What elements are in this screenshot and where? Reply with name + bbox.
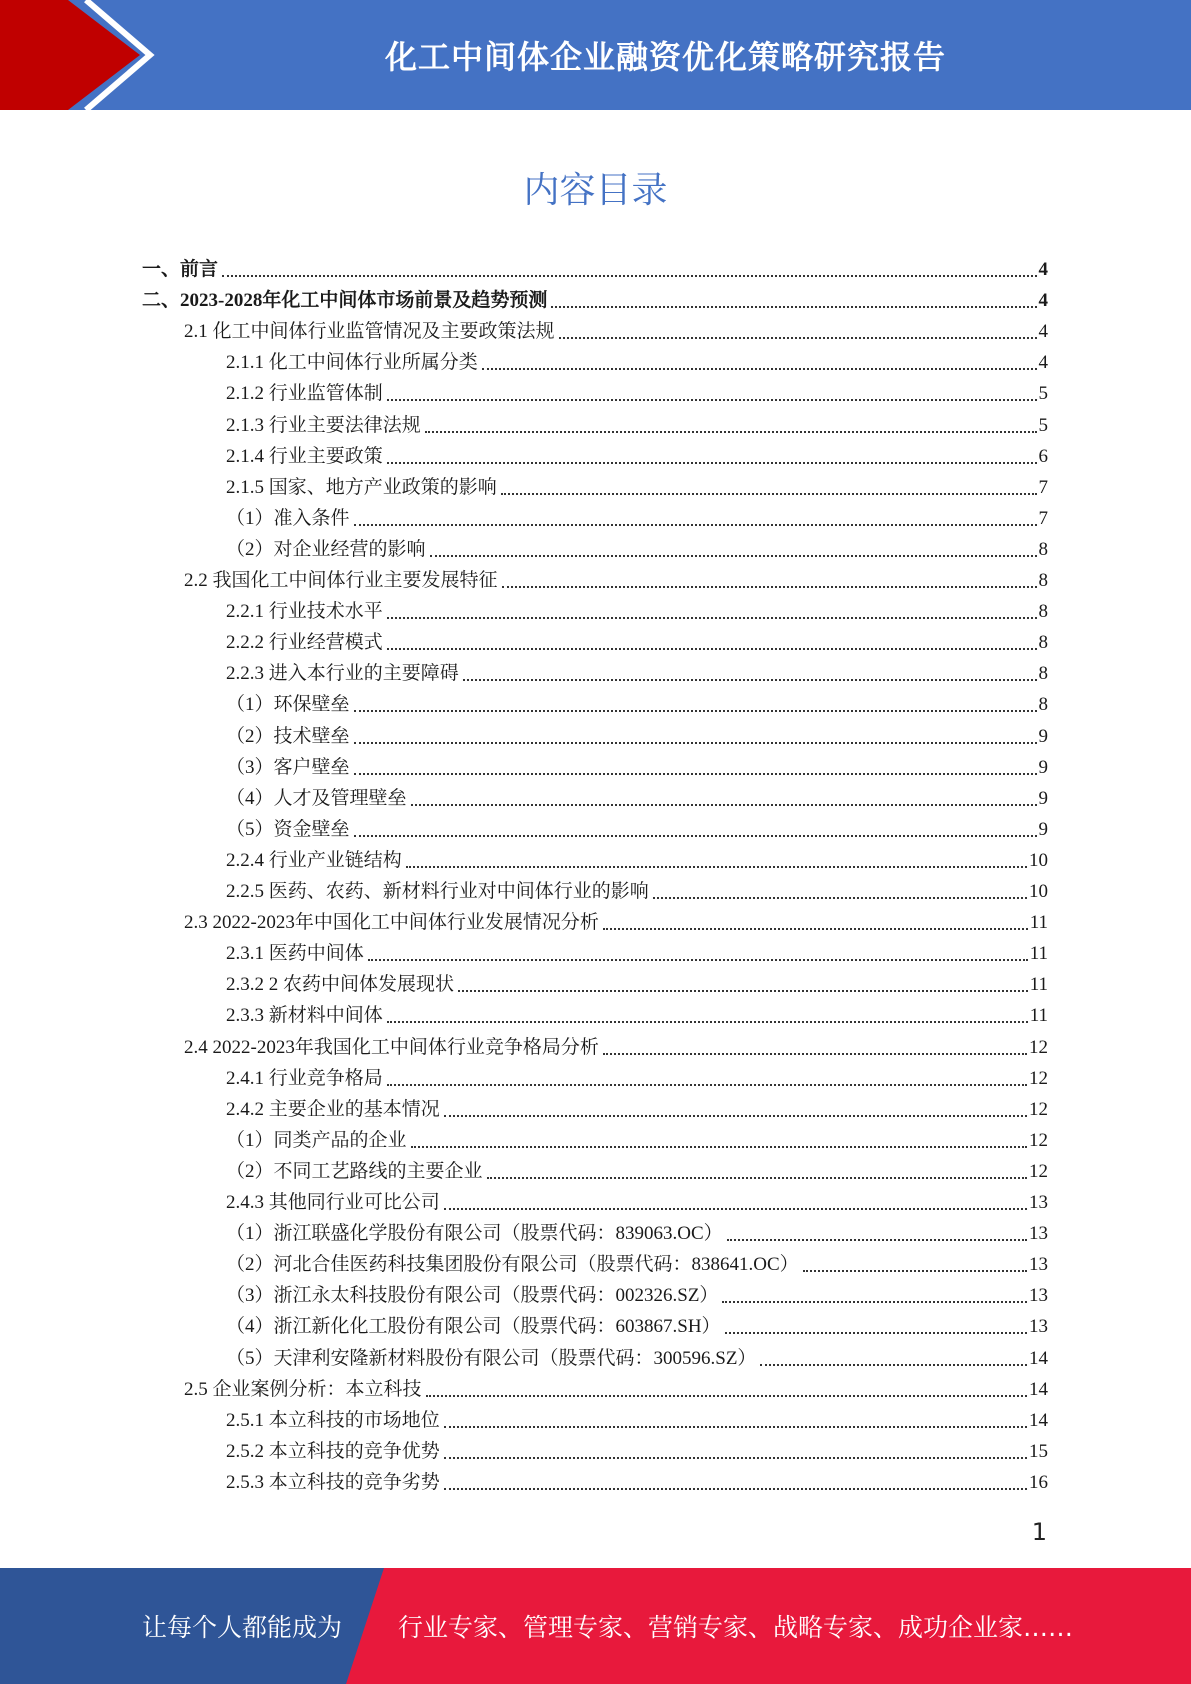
toc-dot-leader: [444, 1488, 1027, 1490]
toc-dot-leader: [551, 306, 1036, 308]
toc-entry[interactable]: [226, 1217, 1048, 1245]
toc-entry[interactable]: [226, 440, 1048, 468]
toc-dot-leader: [502, 586, 1037, 588]
toc-entry[interactable]: [226, 1279, 1048, 1307]
toc-entry-page: 12: [1029, 1098, 1048, 1120]
toc-dot-leader: [387, 648, 1037, 650]
toc-entry-page: 13: [1029, 1316, 1048, 1338]
toc-entry-title: 一、前言: [142, 259, 219, 280]
toc-entry-title: 2.4.3 其他同行业可比公司: [226, 1192, 440, 1213]
footer-slogan-right: 行业专家、管理专家、营销专家、战略专家、成功企业家……: [398, 1613, 1074, 1642]
toc-entry-page: 13: [1029, 1254, 1048, 1276]
toc-entry[interactable]: [226, 533, 1048, 561]
toc-dot-leader: [387, 1084, 1027, 1086]
toc-dot-leader: [482, 368, 1037, 370]
toc-entry-title: 2.1.1 化工中间体行业所属分类: [226, 352, 478, 374]
report-title: 化工中间体企业融资优化策略研究报告: [384, 38, 946, 76]
page-footer: [0, 1568, 1191, 1684]
toc-entry[interactable]: [226, 1062, 1048, 1090]
toc-entry[interactable]: [226, 626, 1048, 654]
toc-entry[interactable]: [226, 657, 1048, 685]
toc-entry-page: 14: [1029, 1378, 1048, 1400]
toc-entry-title: 2.5.1 本立科技的市场地位: [226, 1409, 440, 1431]
toc-dot-leader: [222, 275, 1036, 277]
toc-entry-title: （1）浙江联盛化学股份有限公司（股票代码：839063.OC）: [226, 1223, 723, 1245]
toc-entry-title: （2）对企业经营的影响: [226, 538, 426, 560]
toc-entry-page: 8: [1038, 538, 1048, 560]
toc-entry-title: 二、2023-2028年化工中间体市场前景及趋势预测: [142, 290, 548, 312]
red-arrow-shape: [0, 0, 140, 110]
toc-entry[interactable]: [226, 968, 1048, 996]
toc-entry-title: （3）客户壁垒: [226, 756, 350, 778]
toc-dot-leader: [354, 773, 1037, 775]
toc-dot-leader: [406, 866, 1027, 868]
toc-dot-leader: [803, 1270, 1027, 1272]
toc-entry[interactable]: [226, 1466, 1048, 1494]
toc-entry-page: 12: [1029, 1067, 1048, 1089]
toc-entry-page: 4: [1038, 290, 1048, 312]
toc-entry-title: 2.4.1 行业竞争格局: [226, 1067, 383, 1089]
toc-entry[interactable]: [226, 1124, 1048, 1152]
toc-entry-page: 4: [1038, 259, 1048, 280]
toc-dot-leader: [426, 1395, 1027, 1397]
toc-entry-page: 12: [1029, 1160, 1048, 1182]
toc-dot-leader: [368, 959, 1028, 961]
toc-entry[interactable]: [226, 1155, 1048, 1183]
toc-dot-leader: [354, 710, 1037, 712]
toc-entry-title: 2.1.3 行业主要法律法规: [226, 414, 421, 436]
toc-entry[interactable]: [226, 595, 1048, 623]
toc-entry-page: 13: [1029, 1223, 1048, 1245]
toc-entry-page: 13: [1029, 1192, 1048, 1213]
toc-dot-leader: [725, 1332, 1027, 1334]
toc-entry-page: 9: [1038, 787, 1048, 809]
toc-entry-title: （4）人才及管理壁垒: [226, 787, 407, 809]
toc-entry-page: 6: [1038, 445, 1048, 467]
toc-entry-title: 2.5.2 本立科技的竞争优势: [226, 1440, 440, 1462]
toc-entry[interactable]: [226, 875, 1048, 903]
toc-entry-title: （2）河北合佳医药科技集团股份有限公司（股票代码：838641.OC）: [226, 1254, 799, 1276]
toc-entry-page: 10: [1029, 881, 1048, 902]
toc-entry-page: 8: [1038, 632, 1048, 654]
toc-entry-page: 9: [1038, 818, 1048, 840]
toc-entry-title: （2）技术壁垒: [226, 725, 350, 747]
toc-entry[interactable]: [226, 377, 1048, 405]
toc-entry-page: 4: [1038, 352, 1048, 374]
toc-entry[interactable]: [142, 253, 1048, 281]
toc-entry[interactable]: [226, 1342, 1048, 1370]
toc-entry-page: 12: [1029, 1129, 1048, 1151]
toc-entry-page: 14: [1029, 1409, 1048, 1431]
toc-entry[interactable]: [184, 1031, 1048, 1059]
toc-entry-title: 2.2 我国化工中间体行业主要发展特征: [184, 570, 498, 591]
toc-entry-title: （5）资金壁垒: [226, 818, 350, 840]
toc-entry[interactable]: [226, 1310, 1048, 1338]
toc-entry[interactable]: [184, 564, 1048, 592]
toc-entry-title: 2.1.2 行业监管体制: [226, 383, 383, 405]
toc-entry[interactable]: [226, 409, 1048, 437]
toc-entry[interactable]: [142, 284, 1048, 312]
toc-dot-leader: [458, 990, 1028, 992]
page-number: 1: [1031, 1518, 1047, 1546]
toc-entry-title: 2.2.3 进入本行业的主要障碍: [226, 663, 459, 685]
toc-entry-title: 2.2.4 行业产业链结构: [226, 849, 402, 871]
toc-entry-page: 10: [1029, 849, 1048, 871]
toc-entry-title: （3）浙江永太科技股份有限公司（股票代码：002326.SZ）: [226, 1285, 719, 1307]
toc-entry-title: 2.5.3 本立科技的竞争劣势: [226, 1471, 440, 1493]
toc-entry-title: （4）浙江新化化工股份有限公司（股票代码：603867.SH）: [226, 1316, 721, 1338]
toc-entry-page: 7: [1038, 507, 1048, 529]
toc-entry-page: 11: [1029, 1005, 1048, 1027]
toc-entry[interactable]: [226, 1093, 1048, 1121]
toc-dot-leader: [444, 1115, 1027, 1117]
toc-entry-page: 13: [1029, 1285, 1048, 1307]
toc-entry[interactable]: [226, 471, 1048, 499]
toc-entry-title: 2.3.3 新材料中间体: [226, 1005, 383, 1027]
toc-entry-title: 2.3.1 医药中间体: [226, 943, 364, 965]
toc-entry-title: 2.4 2022-2023年我国化工中间体行业竞争格局分析: [184, 1036, 599, 1058]
toc-entry-page: 15: [1029, 1440, 1048, 1462]
toc-dot-leader: [411, 804, 1037, 806]
toc-entry-page: 5: [1038, 414, 1048, 436]
toc-dot-leader: [603, 1053, 1027, 1055]
toc-dot-leader: [430, 555, 1037, 557]
toc-dot-leader: [653, 897, 1027, 899]
toc-entry-title: （1）环保壁垒: [226, 694, 350, 716]
toc-entry-page: 8: [1038, 694, 1048, 716]
toc-entry[interactable]: [226, 999, 1048, 1027]
toc-entry-page: 11: [1029, 912, 1048, 934]
toc-entry-page: 4: [1038, 321, 1048, 343]
toc-dot-leader: [444, 1426, 1027, 1428]
toc-dot-leader: [501, 493, 1037, 495]
toc-entry-title: 2.5 企业案例分析：本立科技: [184, 1378, 422, 1400]
toc-dot-leader: [387, 1021, 1028, 1023]
toc-entry[interactable]: [226, 1248, 1048, 1276]
toc-dot-leader: [727, 1239, 1027, 1241]
toc-entry[interactable]: [184, 1373, 1048, 1401]
toc-entry-page: 14: [1029, 1347, 1048, 1369]
toc-entry-page: 9: [1038, 756, 1048, 778]
toc-entry-title: 2.4.2 主要企业的基本情况: [226, 1098, 440, 1120]
toc-entry[interactable]: [226, 937, 1048, 965]
toc-entry[interactable]: [184, 906, 1048, 934]
toc-dot-leader: [559, 337, 1037, 339]
toc-dot-leader: [354, 742, 1037, 744]
toc-dot-leader: [425, 431, 1037, 433]
toc-entry-title: 2.2.1 行业技术水平: [226, 601, 383, 623]
toc-dot-leader: [387, 462, 1037, 464]
toc-entry-title: 2.1.4 行业主要政策: [226, 445, 383, 467]
toc-entry[interactable]: [226, 751, 1048, 779]
toc-entry-title: 2.1 化工中间体行业监管情况及主要政策法规: [184, 321, 555, 343]
toc-entry-title: 2.1.5 国家、地方产业政策的影响: [226, 476, 497, 498]
toc-entry-title: （5）天津利安隆新材料股份有限公司（股票代码：300596.SZ）: [226, 1347, 757, 1369]
toc-dot-leader: [760, 1364, 1027, 1366]
toc-entry-title: （1）同类产品的企业: [226, 1129, 407, 1151]
toc-entry-page: 8: [1038, 601, 1048, 623]
toc-dot-leader: [603, 928, 1028, 930]
toc-entry-title: 2.2.2 行业经营模式: [226, 632, 383, 654]
toc-entry-title: 2.3.2 2 农药中间体发展现状: [226, 974, 455, 996]
toc-entry-page: 11: [1029, 974, 1048, 996]
toc-entry-page: 16: [1029, 1471, 1048, 1493]
toc-entry[interactable]: [226, 1435, 1048, 1463]
toc-dot-leader: [354, 524, 1037, 526]
toc-dot-leader: [444, 1208, 1027, 1210]
toc-heading: 内容目录: [523, 170, 668, 211]
toc-dot-leader: [722, 1301, 1027, 1303]
toc-entry[interactable]: [226, 502, 1048, 530]
toc-entry[interactable]: [226, 1404, 1048, 1432]
page-header: [0, 0, 1191, 110]
toc-entry[interactable]: [226, 720, 1048, 748]
toc-entry-page: 7: [1038, 476, 1048, 498]
toc-entry-title: 2.3 2022-2023年中国化工中间体行业发展情况分析: [184, 912, 599, 934]
toc-dot-leader: [444, 1457, 1027, 1459]
toc-entry[interactable]: [226, 782, 1048, 810]
toc-dot-leader: [354, 835, 1037, 837]
toc-entry-title: （2）不同工艺路线的主要企业: [226, 1160, 483, 1182]
toc-entry[interactable]: [226, 813, 1048, 841]
toc-entry-page: 8: [1038, 570, 1048, 591]
toc-dot-leader: [463, 679, 1037, 681]
toc-dot-leader: [411, 1146, 1027, 1148]
toc-entry-page: 12: [1029, 1036, 1048, 1058]
toc-entry-page: 11: [1029, 943, 1048, 965]
toc-entry[interactable]: [226, 1186, 1048, 1214]
toc-dot-leader: [387, 399, 1037, 401]
toc-entry[interactable]: [226, 688, 1048, 716]
toc-entry-page: 5: [1038, 383, 1048, 405]
toc-entry-title: （1）准入条件: [226, 507, 350, 529]
toc-dot-leader: [387, 617, 1037, 619]
toc-entry-title: 2.2.5 医药、农药、新材料行业对中间体行业的影响: [226, 881, 649, 902]
toc-entry[interactable]: [184, 315, 1048, 343]
toc-entry[interactable]: [226, 346, 1048, 374]
toc-entry-page: 9: [1038, 725, 1048, 747]
footer-slogan-left: 让每个人都能成为: [142, 1613, 343, 1642]
toc-entry[interactable]: [226, 844, 1048, 872]
toc-entry-page: 8: [1038, 663, 1048, 685]
toc-dot-leader: [487, 1177, 1027, 1179]
